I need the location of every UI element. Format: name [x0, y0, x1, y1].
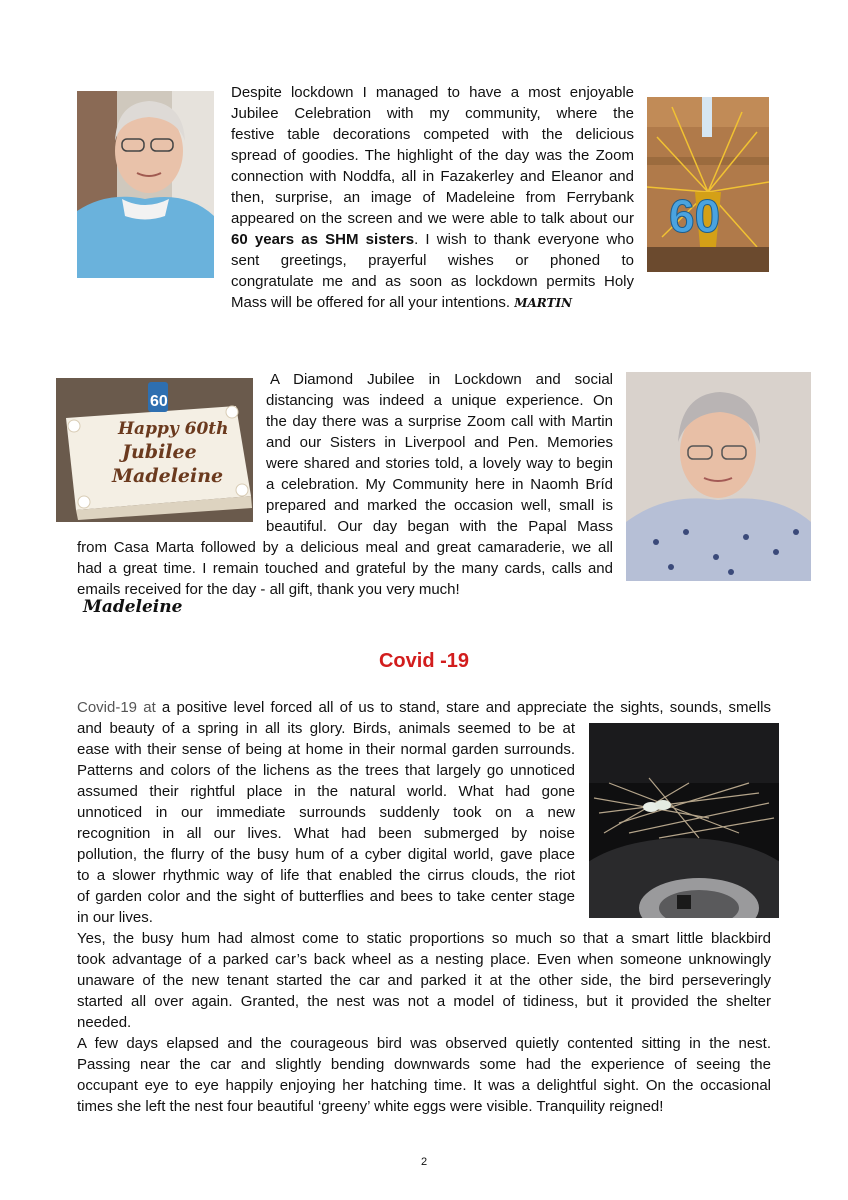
text-line: needed.: [77, 1014, 132, 1031]
text-line: in our lives.: [77, 909, 153, 926]
text-line: sent greetings, prayerful wishes or phoned to: [231, 252, 634, 269]
cake-text: Jubilee: [122, 441, 197, 463]
bold-phrase: 60 years as SHM sisters: [231, 231, 415, 248]
cake-text: Happy 60th: [118, 419, 229, 439]
text-line: [231, 292, 634, 314]
covid-first-line: [77, 697, 771, 718]
photo-jubilee-cake: [56, 378, 253, 522]
text-line: [231, 229, 634, 250]
text-line: of garden color and the sight of butterflies and bees to take center stage: [77, 888, 575, 905]
madeleine-paragraph-full: [77, 537, 613, 600]
text-line: then, surprise, an image of Madeleine from Ferrybank: [231, 189, 634, 206]
text-line: Jubilee Celebration with my community, where the: [231, 105, 634, 122]
page-number: 2: [420, 1156, 428, 1168]
text-line: Passing near the car and slightly bending downwards some had the experience of seeing the: [77, 1056, 771, 1073]
text-line: assumed their rightful place in the natural world. What had gone: [77, 783, 575, 800]
text-line: Despite lockdown I managed to have a most enjoyable: [231, 84, 634, 101]
text-line: took advantage of a parked car’s back wheel as a nesting place. Even when someone unknowingly: [77, 951, 771, 968]
photo-bird-nest-wheel: [589, 723, 779, 918]
madeleine-paragraph-side: [266, 369, 613, 537]
text-line: the day there was a surprise Zoom call with Martin: [266, 413, 613, 430]
decoration-60-text: 60: [669, 190, 721, 242]
text-line: A few days elapsed and the courageous bird was observed quietly contented sitting in the nest.: [77, 1035, 771, 1052]
text-line: emails received for the day - all gift, thank you very much!: [77, 581, 460, 598]
text-line: times she left the nest four beautiful ‘greeny’ white eggs were visible. Tranquility reigned!: [77, 1098, 664, 1115]
text-line: distancing was indeed a unique experience. On: [266, 392, 613, 409]
martin-paragraph: [231, 82, 634, 314]
covid-paragraph-side: [77, 718, 575, 928]
text-line: appeared on the screen and we were able to talk about our: [231, 210, 634, 227]
cake-topper-text: 60: [150, 393, 168, 410]
text-line: started all over again. Granted, the nest was not a model of tidiness, but it provided the shelter: [77, 993, 771, 1010]
text-fragment: Mass will be offered for all your intentions.: [231, 294, 511, 311]
text-line: were shared and stories told, a lovely way to begin: [266, 455, 613, 472]
text-line: connection with Noddfa, all in Fazakerley and Eleanor and: [231, 168, 634, 185]
text-line: pollution, the flurry of the busy hum of a cyber digital world, gave place: [77, 846, 575, 863]
text-line: prepared and marked the occasion well, small is: [266, 497, 613, 514]
text-line: and beauty of a spring in all its glory. Birds, animals seemed to be at: [77, 720, 575, 737]
text-line: recognition in all our lives. What had been submerged by noise: [77, 825, 575, 842]
text-line: beautiful. Our day began with the Papal Mass: [266, 518, 613, 535]
text-fragment: . I wish to thank everyone who: [414, 231, 634, 248]
covid-paragraph-3: [77, 1033, 771, 1117]
text-line: occupant eye to eye happily enjoying her hatching time. It was a delightful sight. On the occasional: [77, 1077, 771, 1094]
text-line: and our Sisters in Liverpool and Pen. Memories: [266, 434, 613, 451]
photo-martin-portrait: [77, 91, 214, 278]
covid-lead-text: Covid-19 at: [77, 699, 156, 716]
text-line: [77, 697, 771, 718]
text-line: festive table decorations competed with the delicious: [231, 126, 634, 143]
text-fragment: a positive level forced all of us to stand, stare and appreciate the sights, sounds, smells: [155, 699, 771, 716]
text-line: congratulate me and as soon as lockdown permits Holy: [231, 273, 634, 290]
text-line: Yes, the busy hum had almost come to static proportions so much so that a smart little blackbird: [77, 930, 771, 947]
signature-madeleine: Madeleine: [83, 597, 183, 617]
text-line: unnoticed in our immediate surrounds suddenly took on a new: [77, 804, 575, 821]
text-line: had a great time. I remain touched and grateful by the many cards, calls and: [77, 560, 613, 577]
text-line: ease with their sense of being at home in their normal garden surrounds.: [77, 741, 575, 758]
text-line: spread of goodies. The highlight of the day was the Zoom: [231, 147, 634, 164]
photo-madeleine-portrait: [626, 372, 811, 581]
text-line: to a slower rhythmic way of life that enabled the cirrus clouds, the riot: [77, 867, 575, 884]
covid-paragraph-2: [77, 928, 771, 1033]
text-line: a celebration. My Community here in Naomh Bríd: [266, 476, 613, 493]
text-line: Patterns and colors of the lichens as the trees that largely go unnoticed: [77, 762, 575, 779]
cake-text: Madeleine: [112, 465, 224, 487]
text-line: A Diamond Jubilee in Lockdown and social: [270, 371, 613, 388]
photo-60-decoration: [647, 97, 769, 272]
text-line: unaware of the new tenant started the car and parked it at the other side, the bird perseveringly: [77, 972, 771, 989]
section-heading-covid: Covid -19: [378, 650, 470, 672]
signature-martin: MARTIN: [514, 296, 573, 310]
text-line: from Casa Marta followed by a delicious meal and great camaraderie, we all: [77, 539, 613, 556]
